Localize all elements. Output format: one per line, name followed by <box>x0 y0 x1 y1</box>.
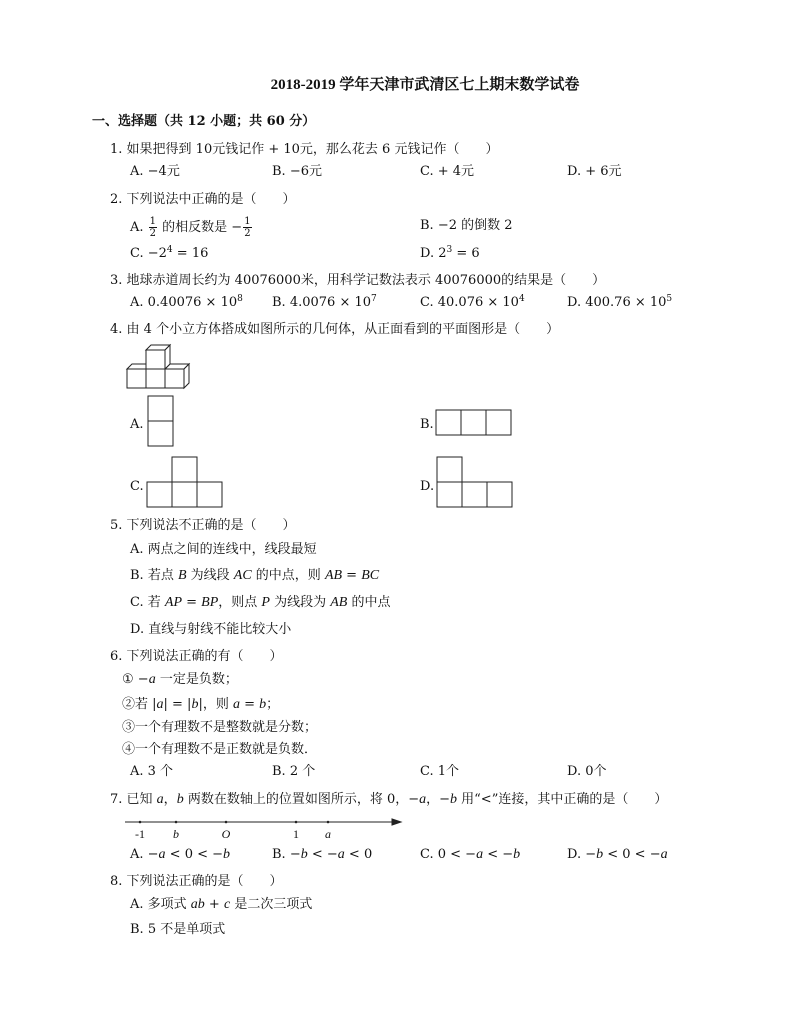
view-square <box>462 482 487 507</box>
number-line-arrow <box>392 819 401 825</box>
text-segment: B. − <box>272 847 301 862</box>
q7-stem <box>110 792 667 808</box>
number-line-label-origin: O <box>221 827 231 841</box>
text-segment: 4. 由 4 个小立方体搭成如图所示的几何体，从正面看到的平面图形是（ ） <box>110 322 560 337</box>
q7-option-b <box>272 847 372 863</box>
q2-stem <box>110 192 296 208</box>
text-segment: = <box>342 568 362 583</box>
view-square <box>148 396 173 421</box>
exponent: 5 <box>666 294 673 304</box>
text-segment: = <box>182 595 202 610</box>
text-segment: 1. 如果把得到 10元钱记作 + 10元，那么花去 6 元钱记作（ ） <box>110 142 499 157</box>
q1-option-d <box>567 164 622 180</box>
q4-cube-stack-figure <box>120 340 195 392</box>
text-segment: A. <box>130 220 148 235</box>
text-segment: 是二次三项式 <box>230 897 313 912</box>
fraction <box>243 216 251 239</box>
exponent: 8 <box>237 294 243 304</box>
math-variable: b <box>513 847 521 862</box>
number-line-label-minus-one: -1 <box>135 827 145 841</box>
text-segment: 两数在数轴上的位置如图所示，将 0，− <box>183 792 420 807</box>
text-segment: A. 多项式 <box>130 897 191 912</box>
text-segment: 的相反数是 − <box>158 220 243 235</box>
math-variable: P <box>261 595 270 610</box>
q6-option-a <box>130 764 173 780</box>
q1-stem <box>110 142 498 158</box>
math-variable: b <box>223 847 231 862</box>
q6-stem <box>110 649 283 665</box>
text-segment: ④一个有理数不是正数就是负数． <box>122 742 318 757</box>
cube-face <box>184 364 189 388</box>
math-variable: a <box>232 697 240 712</box>
text-segment: < 0 < − <box>603 847 661 862</box>
math-variable: a <box>660 847 668 862</box>
q1-option-a <box>130 164 180 180</box>
text-segment: D. 2 <box>420 246 447 261</box>
math-variable: AB <box>324 568 343 583</box>
math-variable: a <box>148 672 156 687</box>
text-segment: | = | <box>163 697 192 712</box>
text-segment: A. 3 个 <box>130 764 174 779</box>
q2-option-d <box>420 246 480 262</box>
text-segment: 8. 下列说法正确的是（ ） <box>110 874 283 889</box>
q3-option-b <box>272 295 377 311</box>
math-variable: a <box>158 847 166 862</box>
text-segment: 5. 下列说法不正确的是（ ） <box>110 518 296 533</box>
q2-option-a <box>130 216 253 239</box>
q4-option-a-figure <box>146 394 176 450</box>
q1-option-c <box>420 164 474 180</box>
text-segment: 为线段 <box>186 568 234 583</box>
q7-number-line <box>118 810 408 842</box>
text-segment: D. 0个 <box>567 764 607 779</box>
view-square <box>147 482 172 507</box>
text-segment: ，则点 <box>218 595 262 610</box>
text-segment: D. + 6元 <box>567 164 622 179</box>
page-title: 2018-2019 学年天津市武清区七上期末数学试卷 <box>270 77 580 93</box>
math-variable: AC <box>233 568 252 583</box>
fraction <box>149 216 157 239</box>
q6-statement-2 <box>122 697 279 713</box>
q8-option-a <box>130 897 312 913</box>
view-square <box>437 482 462 507</box>
text-segment: C. 若 <box>130 595 165 610</box>
text-segment: 7. 已知 <box>110 792 157 807</box>
text-segment: < 0 < − <box>165 847 224 862</box>
text-segment: = 16 <box>172 246 209 261</box>
math-variable: a <box>337 847 345 862</box>
text-segment: C. 0 < − <box>420 847 477 862</box>
math-variable: AB <box>330 595 348 610</box>
math-variable: a <box>156 792 164 807</box>
q8-stem <box>110 874 283 890</box>
text-segment: < − <box>483 847 514 862</box>
text-segment: C. + 4元 <box>420 164 475 179</box>
q6-option-d <box>567 764 607 780</box>
number-line-tick <box>175 821 178 824</box>
text-segment: 的中点，则 <box>251 568 325 583</box>
math-variable: B <box>177 568 187 583</box>
text-segment: ， <box>163 792 177 807</box>
cube-face <box>146 350 165 369</box>
q4-option-d-label: D. <box>420 479 435 494</box>
cube-face <box>165 369 184 388</box>
q6-statement-4 <box>122 742 317 758</box>
number-line-label-one: 1 <box>293 827 299 841</box>
math-variable: b <box>259 697 267 712</box>
text-segment: < 0 <box>344 847 373 862</box>
text-segment: C. −2 <box>130 246 167 261</box>
text-segment: ； <box>266 697 280 712</box>
cube-face <box>165 345 170 369</box>
number-line-tick <box>225 821 228 824</box>
math-variable: a <box>419 792 427 807</box>
math-variable: c <box>223 897 231 912</box>
number-line-label-b: b <box>173 827 179 841</box>
text-segment: D. 400.76 × 10 <box>567 295 667 310</box>
q4-option-b-label: B. <box>420 417 434 432</box>
math-variable: ab <box>190 897 205 912</box>
q6-option-c <box>420 764 459 780</box>
view-square <box>172 482 197 507</box>
q6-statement-3 <box>122 720 317 736</box>
text-segment: 一定是负数； <box>155 672 238 687</box>
cube-face <box>146 369 165 388</box>
q3-stem <box>110 273 605 289</box>
text-segment: D. − <box>567 847 597 862</box>
text-segment: A. 0.40076 × 10 <box>130 295 238 310</box>
q4-option-a-label: A. <box>130 417 144 432</box>
number-line-label-a: a <box>325 827 331 841</box>
q3-option-c <box>420 295 525 311</box>
q5-stem <box>110 518 296 534</box>
text-segment: C. 40.076 × 10 <box>420 295 519 310</box>
text-segment: B. 4.0076 × 10 <box>272 295 372 310</box>
text-segment: 6. 下列说法正确的有（ ） <box>110 649 283 664</box>
q5-option-d <box>130 622 291 638</box>
exponent: 4 <box>518 294 525 304</box>
text-segment: 为线段为 <box>269 595 331 610</box>
text-segment: = <box>239 697 260 712</box>
q5-option-a <box>130 542 317 558</box>
q7-option-a <box>130 847 230 863</box>
fraction-denominator: 2 <box>149 228 157 239</box>
q7-option-c <box>420 847 520 863</box>
section-header: 一、选择题（共 12 小题；共 60 分） <box>92 114 316 129</box>
text-segment: ②若 | <box>122 697 157 712</box>
math-variable: AP <box>164 595 182 610</box>
q8-option-b <box>130 922 225 938</box>
q6-option-b <box>272 764 315 780</box>
fraction-denominator: 2 <box>244 228 251 239</box>
text-segment: A. 两点之间的连线中，线段最短 <box>130 542 317 557</box>
q5-option-b <box>130 568 379 584</box>
math-variable: b <box>300 847 308 862</box>
text-segment: ③一个有理数不是整数就是分数； <box>122 720 318 735</box>
number-line-tick <box>139 821 142 824</box>
text-segment: 3. 地球赤道周长约为 40076000米，用科学记数法表示 40076000的结果是（ ） <box>110 273 606 288</box>
text-segment: B. −6元 <box>272 164 322 179</box>
q4-option-d-figure <box>435 455 517 511</box>
text-segment: + <box>204 897 224 912</box>
view-square <box>148 421 173 446</box>
q4-option-c-figure <box>145 455 227 511</box>
exponent: 3 <box>446 245 453 255</box>
q6-statement-1 <box>122 672 238 688</box>
view-square <box>172 457 197 482</box>
text-segment: 2. 下列说法中正确的是（ ） <box>110 192 296 207</box>
text-segment: = 6 <box>452 246 480 261</box>
text-segment: D. 直线与射线不能比较大小 <box>130 622 292 637</box>
math-variable: BP <box>201 595 219 610</box>
math-variable: a <box>476 847 484 862</box>
text-segment: ，− <box>426 792 451 807</box>
view-square <box>487 482 512 507</box>
math-variable: b <box>176 792 184 807</box>
q4-option-c-label: C. <box>130 479 144 494</box>
q7-option-d <box>567 847 668 863</box>
math-variable: b <box>450 792 458 807</box>
math-variable: b <box>191 697 199 712</box>
exponent: 7 <box>371 294 377 304</box>
text-segment: C. 1个 <box>420 764 460 779</box>
exponent: 4 <box>166 245 173 255</box>
view-square <box>436 410 461 435</box>
number-line-tick <box>295 821 298 824</box>
q2-option-c <box>130 246 208 262</box>
q5-option-c <box>130 595 391 611</box>
text-segment: B. 2 个 <box>272 764 316 779</box>
text-segment: B. −2 的倒数 2 <box>420 218 513 233</box>
q4-option-b-figure <box>434 408 516 438</box>
text-segment: < − <box>307 847 338 862</box>
math-variable: b <box>596 847 604 862</box>
text-segment: B. 若点 <box>130 568 178 583</box>
view-square <box>197 482 222 507</box>
q3-option-d <box>567 295 672 311</box>
fraction-numerator: 1 <box>149 216 157 227</box>
text-segment: A. −4元 <box>130 164 180 179</box>
math-variable: a <box>156 697 164 712</box>
text-segment: ① − <box>122 672 149 687</box>
view-square <box>486 410 511 435</box>
q2-option-b <box>420 218 513 234</box>
text-segment: 的中点 <box>347 595 391 610</box>
view-square <box>437 457 462 482</box>
q1-option-b <box>272 164 322 180</box>
q4-stem <box>110 322 559 338</box>
view-square <box>461 410 486 435</box>
fraction-numerator: 1 <box>244 216 251 227</box>
text-segment: B. 5 不是单项式 <box>130 922 226 937</box>
text-segment: 用“<”连接，其中正确的是（ ） <box>457 792 668 807</box>
text-segment: |，则 <box>198 697 233 712</box>
q3-option-a <box>130 295 243 311</box>
text-segment: A. − <box>130 847 159 862</box>
math-variable: BC <box>361 568 380 583</box>
number-line-tick <box>327 821 330 824</box>
cube-face <box>127 369 146 388</box>
